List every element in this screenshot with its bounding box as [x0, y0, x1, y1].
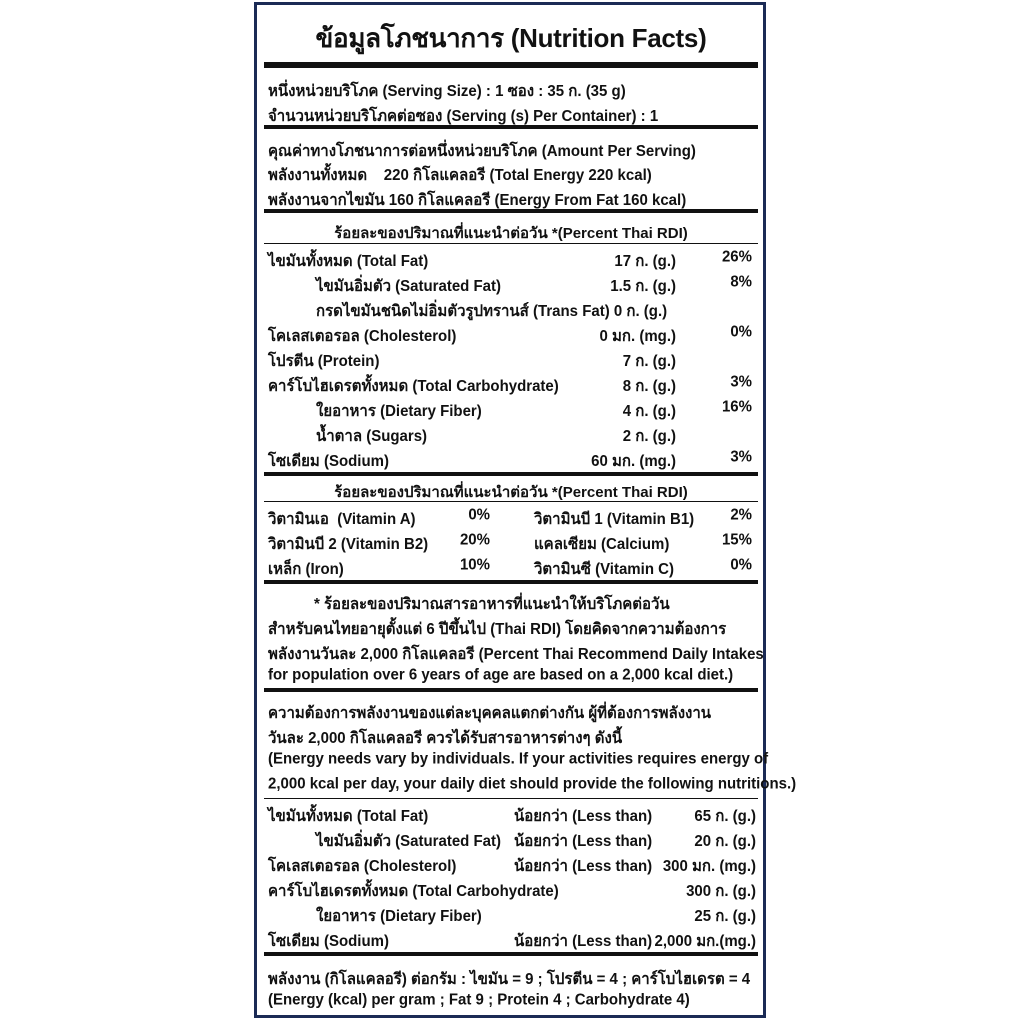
nutrient-name: โปรตีน (Protein)	[268, 352, 380, 371]
vitamin-percent: 10%	[459, 556, 490, 574]
nutrient-percent: 26%	[721, 248, 752, 266]
nutrient-amount: 17 ก. (g.)	[614, 252, 676, 271]
nutrient-amount: 2 ก. (g.)	[622, 427, 676, 446]
footnote-line: for population over 6 years of age are based on a 2,000 kcal diet.)	[268, 666, 734, 684]
nutrient-amount: 7 ก. (g.)	[622, 352, 676, 371]
rule	[264, 472, 758, 476]
vitamin-name: วิตามินบี 1 (Vitamin B1)	[534, 510, 695, 529]
rdi-heading-vitamins: ร้อยละของปริมาณที่แนะนำต่อวัน *(Percent Thai RDI)	[334, 484, 688, 501]
vitamin-name: วิตามินเอ (Vitamin A)	[268, 510, 416, 529]
footnote-line: * ร้อยละของปริมาณสารอาหารที่แนะนำให้บริโภคต่อวัน	[314, 595, 670, 614]
rule	[264, 209, 758, 213]
daily-value: 20 ก. (g.)	[694, 832, 756, 851]
vitamin-name: วิตามินบี 2 (Vitamin B2)	[268, 535, 429, 554]
nutrient-amount: 4 ก. (g.)	[622, 402, 676, 421]
nutrient-percent: 3%	[730, 373, 752, 391]
nutrient-percent: 3%	[730, 448, 752, 466]
nutrient-percent: 16%	[721, 398, 752, 416]
label-title: ข้อมูลโภชนาการ (Nutrition Facts)	[315, 23, 707, 53]
vitamin-name: เหล็ก (Iron)	[268, 560, 344, 579]
daily-condition: น้อยกว่า (Less than)	[514, 857, 653, 876]
rule	[264, 580, 758, 584]
nutrient-name: กรดไขมันชนิดไม่อิ่มตัวรูปทรานส์ (Trans Fat) 0 ก. (g.)	[316, 302, 668, 321]
vitamin-percent: 0%	[468, 506, 490, 524]
daily-name: ไขมันอิ่มตัว (Saturated Fat)	[316, 832, 502, 851]
nutrient-name: ไขมันอิ่มตัว (Saturated Fat)	[316, 277, 502, 296]
daily-value: 300 ก. (g.)	[686, 882, 756, 901]
needs-line: 2,000 kcal per day, your daily diet should provide the following nutritions.)	[268, 775, 797, 793]
total-energy: พลังงานทั้งหมด 220 กิโลแคลอรี (Total Energy 220 kcal)	[268, 166, 652, 185]
nutrient-name: โคเลสเตอรอล (Cholesterol)	[268, 327, 457, 346]
footnote-line: สำหรับคนไทยอายุตั้งแต่ 6 ปีขึ้นไป (Thai RDI) โดยคิดจากความต้องการ	[268, 620, 727, 639]
nutrient-amount: 60 มก. (mg.)	[591, 452, 676, 471]
vitamin-percent: 2%	[730, 506, 752, 524]
nutrient-percent: 8%	[730, 273, 752, 291]
nutrient-name: น้ำตาล (Sugars)	[316, 427, 428, 446]
rule	[264, 125, 758, 129]
thin-rule	[264, 798, 758, 799]
daily-value: 300 มก. (mg.)	[662, 857, 756, 876]
amount-heading: คุณค่าทางโภชนาการต่อหนึ่งหน่วยบริโภค (Amount Per Serving)	[268, 142, 696, 161]
thin-rule	[264, 501, 758, 502]
nutrient-name: คาร์โบไฮเดรตทั้งหมด (Total Carbohydrate)	[268, 377, 559, 396]
daily-value: 25 ก. (g.)	[694, 907, 756, 926]
serving-size: หนึ่งหน่วยบริโภค (Serving Size) : 1 ซอง : 35 ก. (35 g)	[268, 82, 626, 101]
vitamin-name: แคลเซียม (Calcium)	[534, 535, 670, 554]
nutrient-amount: 0 มก. (mg.)	[599, 327, 676, 346]
nutrient-name: โซเดียม (Sodium)	[268, 452, 389, 471]
needs-line: ความต้องการพลังงานของแต่ละบุคคลแตกต่างกัน ผู้ที่ต้องการพลังงาน	[268, 704, 712, 723]
needs-line: (Energy needs vary by individuals. If your activities requires energy of	[268, 750, 769, 768]
daily-value: 65 ก. (g.)	[694, 807, 756, 826]
vitamin-percent: 20%	[459, 531, 490, 549]
vitamin-percent: 15%	[721, 531, 752, 549]
daily-name: ใยอาหาร (Dietary Fiber)	[316, 907, 482, 926]
nutrient-name: ไขมันทั้งหมด (Total Fat)	[268, 252, 429, 271]
nutrition-label	[264, 8, 797, 1012]
vitamin-name: วิตามินซี (Vitamin C)	[534, 560, 674, 579]
nutrient-name: ใยอาหาร (Dietary Fiber)	[316, 402, 482, 421]
thick-rule	[264, 62, 758, 68]
servings-per-container: จำนวนหน่วยบริโภคต่อซอง (Serving (s) Per Container) : 1	[268, 107, 659, 126]
thin-rule	[264, 243, 758, 244]
needs-line: วันละ 2,000 กิโลแคลอรี ควรได้รับสารอาหารต่างๆ ดังนี้	[268, 729, 623, 748]
energy-per-gram-english: (Energy (kcal) per gram ; Fat 9 ; Protein 4 ; Carbohydrate 4)	[268, 991, 690, 1009]
nutrient-amount: 8 ก. (g.)	[622, 377, 676, 396]
energy-per-gram-thai: พลังงาน (กิโลแคลอรี) ต่อกรัม : ไขมัน = 9 ; โปรตีน = 4 ; คาร์โบไฮเดรต = 4	[268, 970, 751, 989]
daily-value: 2,000 มก.(mg.)	[654, 932, 756, 951]
rdi-heading: ร้อยละของปริมาณที่แนะนำต่อวัน *(Percent Thai RDI)	[334, 225, 688, 242]
rule	[264, 952, 758, 956]
daily-name: โคเลสเตอรอล (Cholesterol)	[268, 857, 457, 876]
rule	[264, 688, 758, 692]
daily-condition: น้อยกว่า (Less than)	[514, 932, 653, 951]
nutrient-amount: 1.5 ก. (g.)	[610, 277, 676, 296]
vitamin-percent: 0%	[730, 556, 752, 574]
energy-from-fat: พลังงานจากไขมัน 160 กิโลแคลอรี (Energy From Fat 160 kcal)	[268, 191, 687, 210]
daily-condition: น้อยกว่า (Less than)	[514, 832, 653, 851]
daily-name: โซเดียม (Sodium)	[268, 932, 389, 951]
daily-condition: น้อยกว่า (Less than)	[514, 807, 653, 826]
daily-name: คาร์โบไฮเดรตทั้งหมด (Total Carbohydrate)	[268, 882, 559, 901]
daily-name: ไขมันทั้งหมด (Total Fat)	[268, 807, 429, 826]
footnote-line: พลังงานวันละ 2,000 กิโลแคลอรี (Percent Thai Recommend Daily Intakes	[268, 645, 764, 664]
nutrient-percent: 0%	[730, 323, 752, 341]
